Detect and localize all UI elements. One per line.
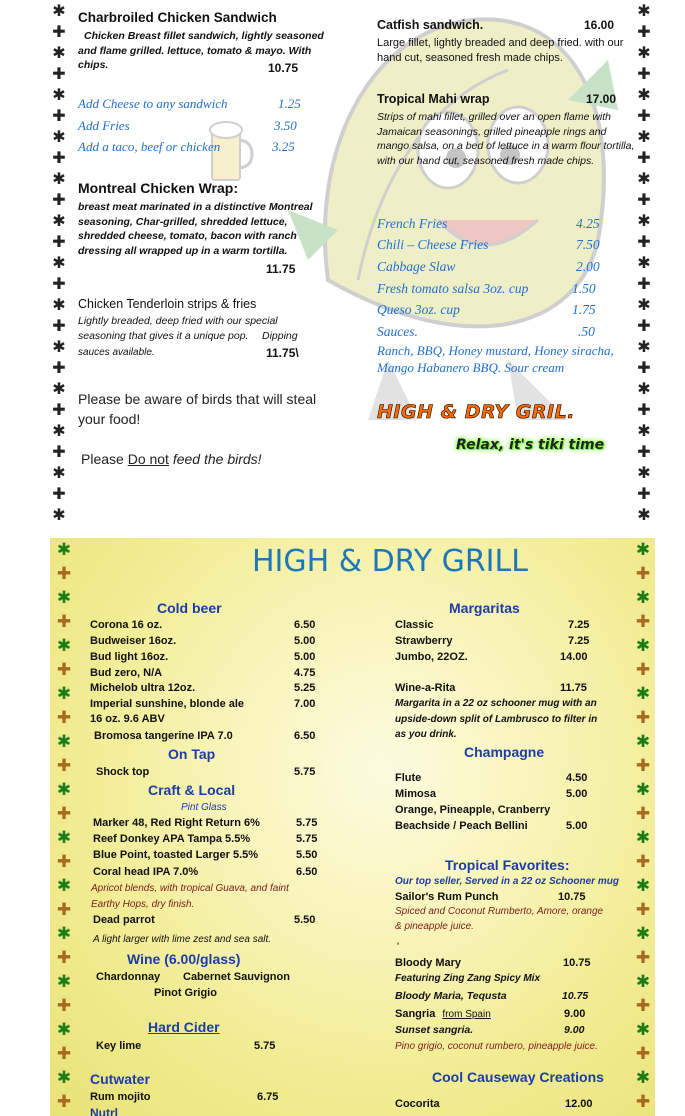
sauces-list: Ranch, BBQ, Honey mustard, Honey siracha, Mango Habanero BBQ. Sour cream <box>377 343 614 375</box>
menu-item-name: Classic <box>395 619 434 631</box>
item-description-extra: sauces available. <box>78 347 155 358</box>
menu-item-name: Sunset sangria. <box>395 1024 474 1036</box>
section-subheading: Pint Glass <box>181 802 227 813</box>
palm-tree-icon: ✚ <box>52 148 66 167</box>
menu-item-price: 5.75 <box>294 766 316 778</box>
item-description: Chicken Breast fillet sandwich, lightly seasoned and flame grilled. lettuce, tomato & mayo. With chips. <box>78 30 324 71</box>
palm-tree-icon: ✚ <box>635 1044 651 1064</box>
palm-tree-icon: ✱ <box>52 211 66 230</box>
menu-item-name: Key lime <box>96 1040 142 1052</box>
menu-item-note: as you drink. <box>395 729 457 740</box>
palm-tree-icon: ✱ <box>637 421 651 440</box>
palm-tree-icon: ✚ <box>56 660 72 680</box>
menu-item-name: Budweiser 16oz. <box>90 635 177 647</box>
palm-tree-icon: ✱ <box>637 211 651 230</box>
item-title: Montreal Chicken Wrap: <box>78 180 238 196</box>
addon-label: Add Fries <box>78 118 130 133</box>
palm-tree-icon: ✱ <box>52 43 66 62</box>
menu-item-price: 7.25 <box>568 635 590 647</box>
palm-tree-icon: ✱ <box>56 828 72 848</box>
addon-price: 3.25 <box>272 139 295 154</box>
palm-tree-icon: ✱ <box>56 540 72 560</box>
palm-tree-icon: ✱ <box>52 295 66 314</box>
menu-item-price: 12.00 <box>565 1098 593 1110</box>
palm-tree-icon: ✱ <box>56 972 72 992</box>
palm-tree-icon: ✱ <box>56 924 72 944</box>
menu-item-price: 9.00 <box>564 1008 586 1020</box>
menu-item-price: 4.50 <box>566 772 588 784</box>
palm-tree-icon: ✚ <box>637 358 651 377</box>
menu-item-name: Jumbo, 22OZ. <box>395 651 468 663</box>
menu-item-detail: Orange, Pineapple, Cranberry <box>395 804 551 816</box>
stray-mark: ' <box>397 941 400 953</box>
side-price: 1.75 <box>572 302 596 317</box>
palm-tree-icon: ✱ <box>637 169 651 188</box>
right-palm-border <box>636 0 652 522</box>
item-price: 16.00 <box>584 18 615 32</box>
item-title: Tropical Mahi wrap <box>377 92 490 106</box>
menu-item-price: 6.50 <box>296 866 318 878</box>
palm-tree-icon: ✱ <box>52 463 66 482</box>
notice-text: feed the birds! <box>168 451 262 467</box>
menu-item-price: 6.75 <box>257 1091 279 1103</box>
palm-tree-icon: ✚ <box>635 660 651 680</box>
palm-tree-icon: ✚ <box>52 274 66 293</box>
menu-item-price: 4.75 <box>294 667 316 679</box>
palm-tree-icon: ✱ <box>52 127 66 146</box>
side-price: 7.50 <box>576 237 600 252</box>
bird-notice: Please be aware of birds that will steal your food! <box>78 391 317 427</box>
palm-tree-icon: ✱ <box>52 169 66 188</box>
menu-item-name: Flute <box>395 772 422 784</box>
item-description: Strips of mahi fillet, grilled over an open flame with Jamaican seasonings, grilled pineapple rings and mango salsa, on a bed of lettuce in a warm flour tortilla, with our hand cut, seasoned fresh made chips. <box>377 111 635 167</box>
menu-item-name: Bromosa tangerine IPA 7.0 <box>94 730 233 742</box>
menu-item-note: upside-down split of Lambrusco to filter in <box>395 714 598 725</box>
menu-item-price: 5.50 <box>294 914 316 926</box>
palm-tree-icon: ✚ <box>52 358 66 377</box>
addon-price: 3.50 <box>274 118 297 133</box>
menu-item-name: Michelob ultra 12oz. <box>90 682 196 694</box>
slogan: Relax, it's tiki time <box>456 437 605 453</box>
grill-logo: HIGH & DRY GRIL. <box>377 401 575 423</box>
bird-feeding-notice <box>81 451 262 467</box>
palm-tree-icon: ✚ <box>635 756 651 776</box>
menu-item-name: Bud light 16oz. <box>90 651 169 663</box>
palm-tree-icon: ✱ <box>635 684 651 704</box>
palm-tree-icon: ✱ <box>637 379 651 398</box>
palm-tree-icon: ✱ <box>56 1020 72 1040</box>
palm-tree-icon: ✚ <box>52 316 66 335</box>
palm-tree-icon: ✱ <box>637 43 651 62</box>
palm-tree-icon: ✱ <box>52 337 66 356</box>
menu-item-name: Corona 16 oz. <box>90 619 163 631</box>
menu-item-name: Wine-a-Rita <box>395 682 456 694</box>
menu-item-note: Pino grigio, coconut rumbero, pineapple juice. <box>395 1041 598 1052</box>
palm-tree-icon: ✚ <box>52 400 66 419</box>
side-price: 2.00 <box>576 259 600 274</box>
palm-tree-icon: ✱ <box>52 505 66 522</box>
menu-item-price: 5.00 <box>566 788 588 800</box>
section-heading: Cold beer <box>157 600 222 616</box>
menu-item-note: Apricot blends, with tropical Guava, and faint <box>91 883 289 894</box>
drink-menu-page <box>50 538 655 1116</box>
palm-tree-icon: ✱ <box>56 780 72 800</box>
menu-item-price: 5.00 <box>294 635 316 647</box>
section-note: Our top seller, Served in a 22 oz Schooner mug <box>395 876 619 887</box>
palm-tree-icon: ✱ <box>56 876 72 896</box>
item-price: 10.75 <box>268 61 299 75</box>
menu-item-price: 5.75 <box>296 817 318 829</box>
menu-item-name: Blue Point, toasted Larger 5.5% <box>93 849 259 861</box>
palm-tree-icon: ✚ <box>56 996 72 1016</box>
lunch-menu-page <box>0 0 685 522</box>
palm-tree-icon: ✚ <box>635 564 651 584</box>
item-description: Large fillet, lightly breaded and deep fried. with our hand cut, seasoned fresh made chips. <box>377 37 624 64</box>
palm-tree-icon: ✚ <box>635 612 651 632</box>
section-heading: On Tap <box>168 746 216 762</box>
palm-tree-icon: ✚ <box>637 232 651 251</box>
palm-tree-icon: ✚ <box>635 708 651 728</box>
menu-item-price: 14.00 <box>560 651 588 663</box>
item-price: 11.75\ <box>266 346 299 360</box>
menu-item-name: Nutrl <box>90 1106 118 1116</box>
palm-tree-icon: ✱ <box>635 924 651 944</box>
side-price: 1.50 <box>572 281 596 296</box>
palm-tree-icon: ✚ <box>635 852 651 872</box>
item-price: 11.75 <box>266 262 296 276</box>
palm-tree-icon: ✚ <box>635 900 651 920</box>
palm-tree-icon: ✚ <box>635 804 651 824</box>
menu-item-price: 10.75 <box>562 990 589 1002</box>
item-title: Chicken Tenderloin strips & fries <box>78 297 257 311</box>
menu-item-name: Imperial sunshine, blonde ale <box>90 698 245 710</box>
menu-item-price: 9.00 <box>564 1024 585 1036</box>
palm-tree-icon: ✚ <box>637 22 651 41</box>
side-price: .50 <box>578 324 595 339</box>
menu-item-name: Rum mojito <box>90 1091 151 1103</box>
menu-item-name: Sailor's Rum Punch <box>395 891 499 903</box>
menu-item-price: 10.75 <box>563 957 591 969</box>
item-price: 17.00 <box>586 92 617 106</box>
section-heading: Cool Causeway Creations <box>432 1069 604 1085</box>
menu-item-detail: 16 oz. 9.6 ABV <box>90 713 165 725</box>
side-label: Sauces. <box>377 324 418 339</box>
palm-tree-icon: ✱ <box>56 732 72 752</box>
palm-tree-icon: ✱ <box>637 337 651 356</box>
item-title: Catfish sandwich. <box>377 18 484 32</box>
palm-tree-icon: ✱ <box>637 295 651 314</box>
menu-item-origin: from Spain <box>442 1009 491 1020</box>
palm-tree-icon: ✱ <box>635 876 651 896</box>
palm-tree-icon: ✱ <box>56 588 72 608</box>
palm-tree-icon: ✱ <box>635 972 651 992</box>
addon-label: Add Cheese to any sandwich <box>78 96 228 111</box>
side-label: Chili – Cheese Fries <box>377 237 489 252</box>
item-description: Lightly breaded, deep fried with our special seasoning that gives it a unique pop. <box>78 315 278 342</box>
palm-tree-icon: ✚ <box>52 22 66 41</box>
wine-item: Cabernet Sauvignon <box>183 971 290 983</box>
palm-tree-icon: ✱ <box>635 636 651 656</box>
menu-item-price: 7.00 <box>294 698 316 710</box>
section-heading: Craft & Local <box>148 782 236 798</box>
palm-tree-icon: ✱ <box>635 732 651 752</box>
palm-tree-icon: ✚ <box>637 148 651 167</box>
palm-tree-icon: ✱ <box>637 505 651 522</box>
palm-tree-icon: ✱ <box>637 85 651 104</box>
palm-tree-icon: ✱ <box>637 463 651 482</box>
palm-tree-icon: ✱ <box>637 1 651 20</box>
palm-tree-icon: ✱ <box>635 588 651 608</box>
menu-item-name: Shock top <box>96 766 150 778</box>
palm-tree-icon: ✚ <box>637 316 651 335</box>
palm-tree-icon: ✚ <box>56 900 72 920</box>
palm-tree-icon: ✱ <box>52 1 66 20</box>
section-heading: Cutwater <box>90 1071 150 1087</box>
menu-item-price: 5.00 <box>566 820 588 832</box>
left-palm-border <box>56 538 72 1114</box>
palm-tree-icon: ✚ <box>56 1044 72 1064</box>
palm-tree-icon: ✚ <box>52 190 66 209</box>
menu-item-name: Strawberry <box>395 635 453 647</box>
palm-tree-icon: ✚ <box>637 400 651 419</box>
notice-text: Please <box>81 451 128 467</box>
menu-item-note: Earthy Hops, dry finish. <box>91 899 195 910</box>
palm-tree-icon: ✚ <box>56 708 72 728</box>
palm-tree-icon: ✚ <box>635 948 651 968</box>
palm-tree-icon: ✱ <box>52 421 66 440</box>
section-heading: Hard Cider <box>148 1019 220 1035</box>
menu-item-name: Beachside / Peach Bellini <box>395 820 528 832</box>
palm-tree-icon: ✚ <box>637 64 651 83</box>
side-label: Cabbage Slaw <box>377 259 456 274</box>
menu-item-name: Reef Donkey APA Tampa 5.5% <box>93 833 251 845</box>
menu-item-name: Bloody Mary <box>395 957 462 969</box>
sangria-item <box>395 1008 491 1020</box>
menu-item-price: 10.75 <box>558 891 586 903</box>
menu-item-name: Bud zero, N/A <box>90 667 163 679</box>
palm-tree-icon: ✱ <box>56 636 72 656</box>
menu-item-price: 11.75 <box>560 682 587 694</box>
menu-item-note: Spiced and Coconut Rumberto, Amore, orange <box>395 906 604 917</box>
palm-tree-icon: ✚ <box>56 804 72 824</box>
menu-item-price: 5.75 <box>296 833 318 845</box>
menu-item-name: Bloody Maria, Tequsta <box>395 990 507 1002</box>
menu-item-note: Featuring Zing Zang Spicy Mix <box>395 973 541 984</box>
palm-tree-icon: ✚ <box>56 1092 72 1112</box>
menu-item-name: Dead parrot <box>93 914 155 926</box>
wine-item: Pinot Grigio <box>154 987 217 999</box>
page-title: HIGH & DRY GRILL <box>252 544 528 579</box>
notice-emphasis: Do not <box>127 451 169 467</box>
menu-item-price: 5.75 <box>254 1040 276 1052</box>
palm-tree-icon: ✚ <box>635 996 651 1016</box>
palm-tree-icon: ✱ <box>635 780 651 800</box>
menu-item-note: A light larger with lime zest and sea salt. <box>93 934 272 945</box>
palm-tree-icon: ✱ <box>52 379 66 398</box>
palm-tree-icon: ✚ <box>635 1092 651 1112</box>
palm-tree-icon: ✚ <box>52 232 66 251</box>
menu-item-price: 6.50 <box>294 619 316 631</box>
menu-item-name: Coral head IPA 7.0% <box>93 866 199 878</box>
palm-tree-icon: ✚ <box>637 106 651 125</box>
palm-tree-icon: ✚ <box>56 852 72 872</box>
palm-tree-icon: ✱ <box>56 684 72 704</box>
addon-price: 1.25 <box>278 96 301 111</box>
menu-item-price: 5.00 <box>294 651 316 663</box>
left-palm-border <box>51 0 67 522</box>
item-title: Charbroiled Chicken Sandwich <box>78 10 277 25</box>
menu-item-name: Sangria <box>395 1008 436 1020</box>
palm-tree-icon: ✱ <box>635 540 651 560</box>
palm-tree-icon: ✱ <box>637 127 651 146</box>
palm-tree-icon: ✱ <box>52 85 66 104</box>
section-heading: Champagne <box>464 744 545 760</box>
item-description-extra: Dipping <box>262 330 298 342</box>
menu-item-note: & pineapple juice. <box>395 921 474 932</box>
section-heading: Wine (6.00/glass) <box>127 951 241 967</box>
side-label: Fresh tomato salsa 3oz. cup <box>377 281 529 296</box>
wine-item: Chardonnay <box>96 971 161 983</box>
menu-item-price: 7.25 <box>568 619 590 631</box>
palm-tree-icon: ✚ <box>56 564 72 584</box>
menu-item-note: Margarita in a 22 oz schooner mug with an <box>395 698 597 709</box>
palm-tree-icon: ✚ <box>637 442 651 461</box>
palm-tree-icon: ✚ <box>637 484 651 503</box>
right-palm-border <box>635 538 651 1114</box>
palm-tree-icon: ✱ <box>637 253 651 272</box>
palm-tree-icon: ✱ <box>56 1068 72 1088</box>
palm-tree-icon: ✚ <box>637 274 651 293</box>
menu-item-name: Marker 48, Red Right Return 6% <box>93 817 260 829</box>
menu-item-price: 5.50 <box>296 849 318 861</box>
palm-tree-icon: ✱ <box>52 253 66 272</box>
menu-item-name: Cocorita <box>395 1098 440 1110</box>
palm-tree-icon: ✚ <box>56 948 72 968</box>
addon-label: Add a taco, beef or chicken <box>78 139 221 154</box>
side-price: 4.25 <box>576 216 600 231</box>
item-description: breast meat marinated in a distinctive Montreal seasoning, Char-grilled, shredded lettuce, shredded cheese, tomato, bacon with ranch dressing all wrapped up in a warm tortilla. <box>78 201 313 257</box>
section-heading: Margaritas <box>449 600 520 616</box>
menu-item-price: 5.25 <box>294 682 316 694</box>
palm-tree-icon: ✚ <box>52 442 66 461</box>
palm-tree-icon: ✚ <box>52 484 66 503</box>
menu-item-name: Mimosa <box>395 788 436 800</box>
side-label: French Fries <box>377 216 448 231</box>
palm-tree-icon: ✚ <box>56 756 72 776</box>
section-heading: Tropical Favorites: <box>445 857 570 873</box>
palm-tree-icon: ✱ <box>635 828 651 848</box>
palm-tree-icon: ✚ <box>52 64 66 83</box>
palm-tree-icon: ✚ <box>56 612 72 632</box>
palm-tree-icon: ✱ <box>635 1020 651 1040</box>
palm-tree-icon: ✚ <box>637 190 651 209</box>
palm-tree-icon: ✚ <box>52 106 66 125</box>
palm-tree-icon: ✱ <box>635 1068 651 1088</box>
side-label: Queso 3oz. cup <box>377 302 460 317</box>
menu-item-price: 6.50 <box>294 730 316 742</box>
